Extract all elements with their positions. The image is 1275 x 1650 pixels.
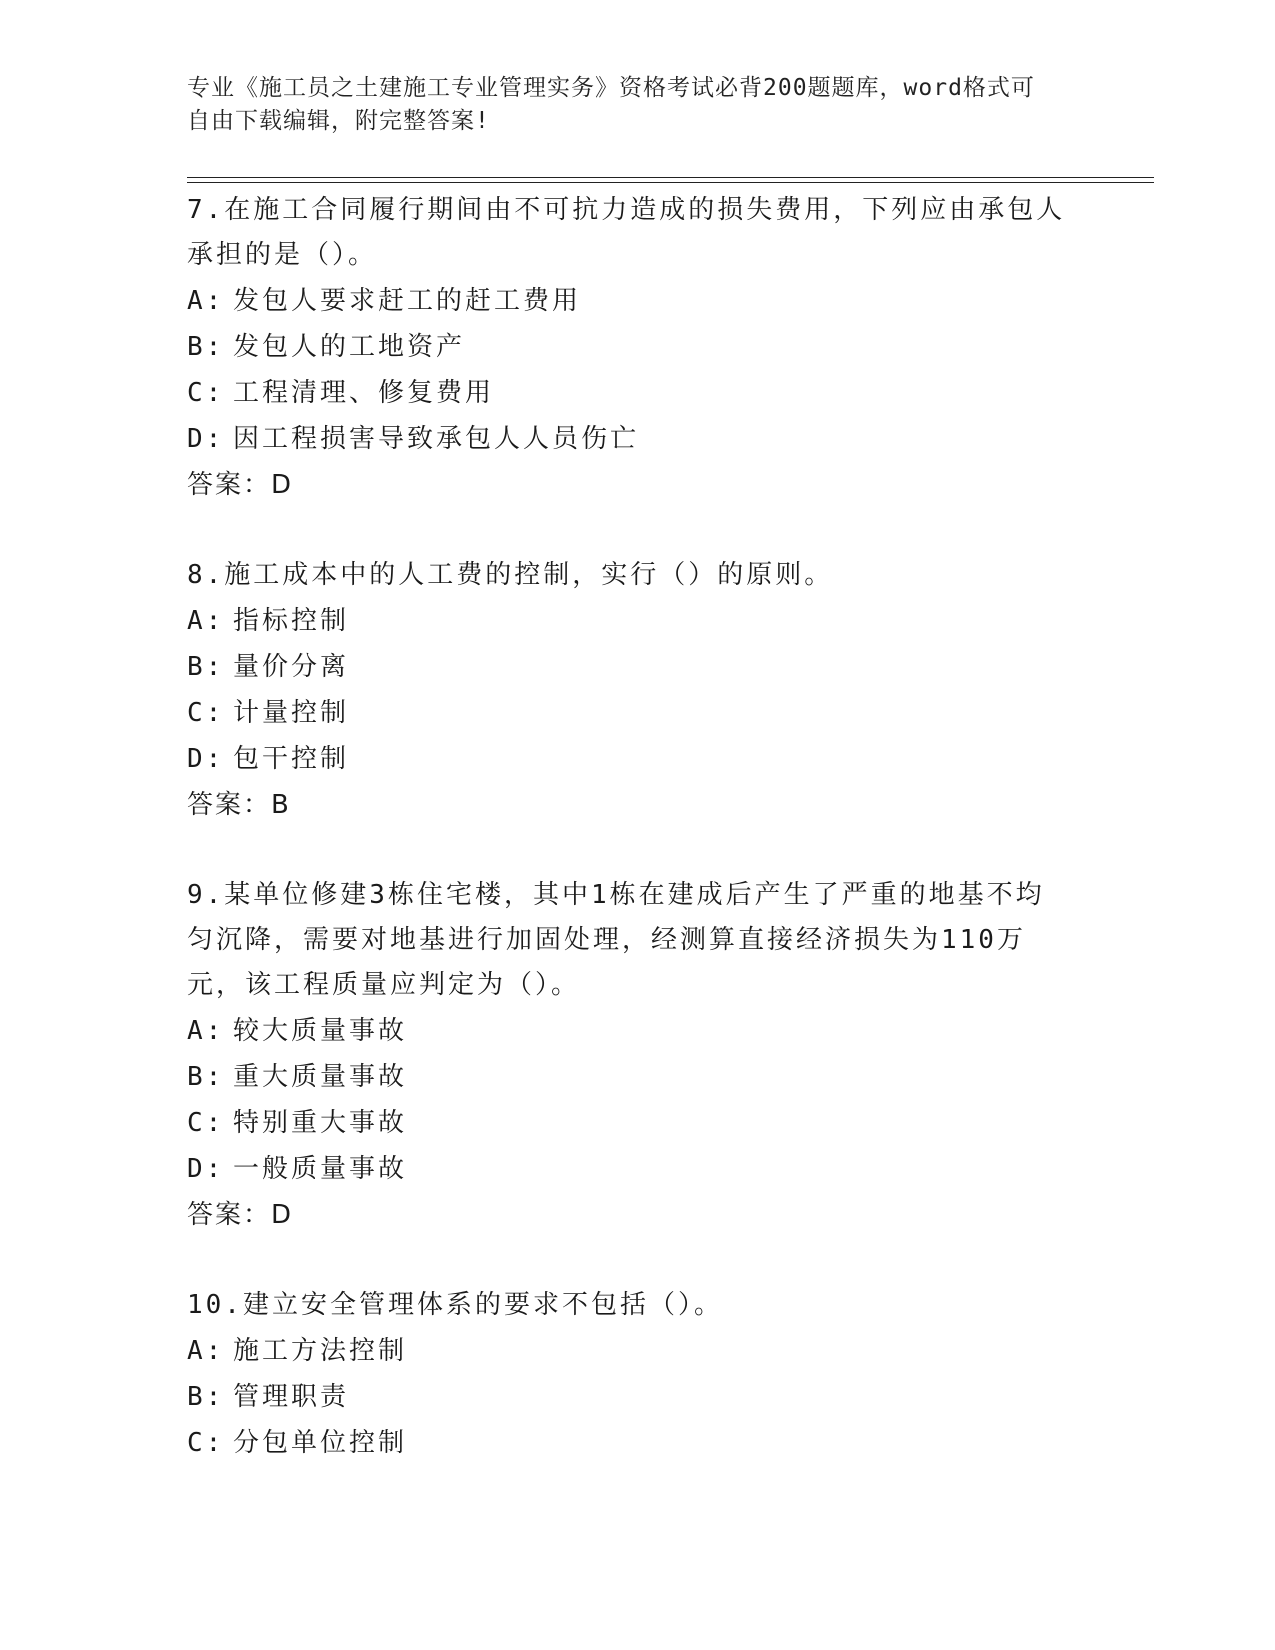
option-letter: D: [187,744,225,774]
option-b [187,1374,1087,1420]
question-text: 7.在施工合同履行期间由不可抗力造成的损失费用，下列应由承包人承担的是（）。 [187,195,1066,270]
option-letter: B: [187,332,225,362]
option-b [187,644,1087,690]
option-letter: A: [187,1336,225,1366]
question-7 [187,188,1087,508]
header-rule-bottom [187,182,1154,183]
option-c [187,1100,1087,1146]
option-text: 一般质量事故 [233,1154,408,1184]
answer-line: 答案：D [187,470,294,500]
option-a [187,1008,1087,1054]
option-letter: B: [187,1382,225,1412]
option-text: 计量控制 [233,698,350,728]
option-text: 发包人的工地资产 [233,332,466,362]
option-a [187,278,1087,324]
option-text: 重大质量事故 [233,1062,408,1092]
option-text: 包干控制 [233,744,350,774]
option-text: 指标控制 [233,606,350,636]
option-d [187,416,1087,462]
option-letter: D: [187,1154,225,1184]
option-text: 较大质量事故 [233,1016,408,1046]
option-d [187,1146,1087,1192]
option-b [187,324,1087,370]
option-letter: A: [187,606,225,636]
question-10 [187,1283,1087,1466]
option-text: 工程清理、修复费用 [233,378,495,408]
option-letter: C: [187,378,225,408]
option-text: 因工程损害导致承包人人员伤亡 [233,424,640,454]
question-list [187,188,1087,1511]
option-b [187,1054,1087,1100]
option-text: 发包人要求赶工的赶工费用 [233,286,582,316]
header-title-line-2: 自由下载编辑，附完整答案! [187,108,490,134]
question-9 [187,873,1087,1238]
option-letter: D: [187,424,225,454]
option-c [187,1420,1087,1466]
question-8 [187,553,1087,828]
option-letter: A: [187,286,225,316]
option-text: 量价分离 [233,652,350,682]
option-a [187,598,1087,644]
option-letter: A: [187,1016,225,1046]
header-rule-top [187,177,1154,178]
option-a [187,1328,1087,1374]
question-text: 9.某单位修建3栋住宅楼，其中1栋在建成后产生了严重的地基不均匀沉降，需要对地基进行加固处理，经测算直接经济损失为110万元，该工程质量应判定为（）。 [187,880,1045,1000]
question-text: 10.建立安全管理体系的要求不包括（）。 [187,1290,723,1320]
option-letter: C: [187,698,225,728]
option-d [187,736,1087,782]
option-c [187,690,1087,736]
answer-line: 答案：D [187,1200,294,1230]
option-text: 施工方法控制 [233,1336,408,1366]
header-title-line-1: 专业《施工员之土建施工专业管理实务》资格考试必背200题题库，word格式可 [187,75,1035,101]
option-c [187,370,1087,416]
option-letter: B: [187,652,225,682]
answer-line: 答案：B [187,790,291,820]
question-text: 8.施工成本中的人工费的控制，实行（）的原则。 [187,560,834,590]
document-header [187,72,1067,138]
option-letter: B: [187,1062,225,1092]
option-text: 特别重大事故 [233,1108,408,1138]
option-text: 分包单位控制 [233,1428,408,1458]
option-letter: C: [187,1108,225,1138]
option-text: 管理职责 [233,1382,350,1412]
option-letter: C: [187,1428,225,1458]
